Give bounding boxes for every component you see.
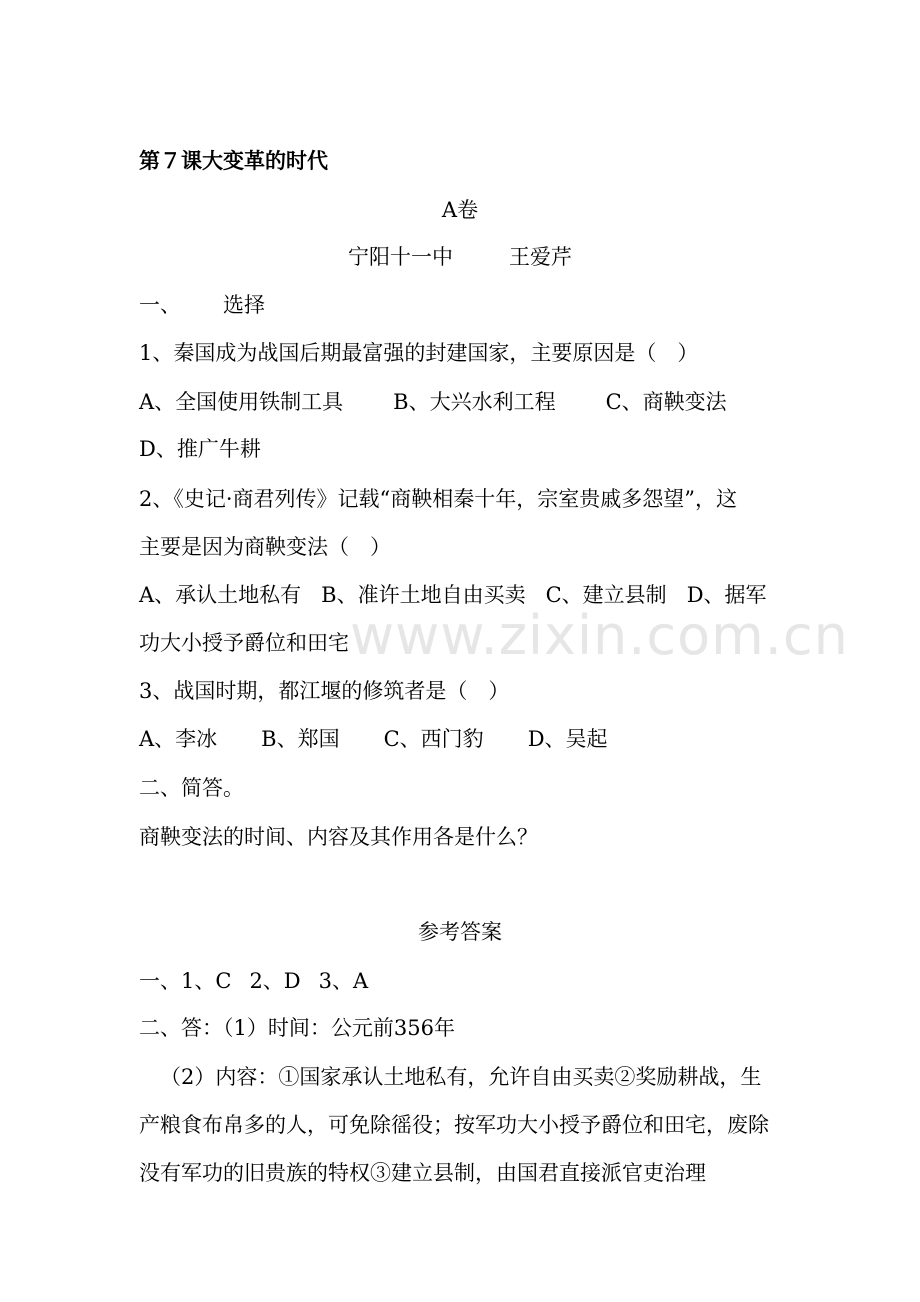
volume-label: A卷 xyxy=(441,198,479,222)
section1-text: 选择 xyxy=(223,293,265,317)
mc-answers xyxy=(139,969,368,993)
q2-option-a: A、承认土地私有 xyxy=(139,583,302,607)
sa-answer-content-3: 没有军功的旧贵族的特权③建立县制，由国君直接派官吏治理 xyxy=(139,1161,706,1185)
q3-option-c: C、西门豹 xyxy=(383,727,484,751)
author-line xyxy=(0,245,920,269)
sa-answer-time: 二、答：（1）时间：公元前356年 xyxy=(139,1016,455,1040)
author-name: 王爱芹 xyxy=(509,245,572,269)
q1-option-d: D、推广牛耕 xyxy=(139,437,261,461)
page-title: 第７课大变革的时代 xyxy=(139,148,328,173)
section1-num: 一、 xyxy=(139,293,181,317)
answer-3: 3、A xyxy=(318,969,369,993)
q2-option-c: C、建立县制 xyxy=(545,583,667,607)
q2-stem-line1: 2、《史记·商君列传》记载“商鞅相秦十年，宗室贵戚多怨望”，这 xyxy=(139,487,738,511)
q2-stem-line2: 主要是因为商鞅变法（ ） xyxy=(139,535,391,559)
q1-option-c: C、商鞅变法 xyxy=(605,390,727,414)
answers-heading: 参考答案 xyxy=(418,920,502,944)
q1-stem: 1、秦国成为战国后期最富强的封建国家，主要原因是（ ） xyxy=(139,341,699,365)
q3-option-a: A、李冰 xyxy=(139,727,218,751)
q3-option-d: D、吴起 xyxy=(527,727,608,751)
q3-options xyxy=(139,727,608,751)
q1-options xyxy=(139,390,727,414)
q1-option-a: A、全国使用铁制工具 xyxy=(139,390,344,414)
q3-option-b: B、郑国 xyxy=(261,727,340,751)
section1-heading xyxy=(139,293,265,317)
mc-label: 一、 xyxy=(139,969,181,993)
q1-option-b: B、大兴水利工程 xyxy=(393,390,556,414)
q2-option-d-cont: 功大小授予爵位和田宅 xyxy=(139,631,349,655)
q2-option-d: D、据军 xyxy=(686,583,767,607)
school-name: 宁阳十一中 xyxy=(348,245,453,269)
q2-option-b: B、准许土地自由买卖 xyxy=(321,583,526,607)
q3-stem: 3、战国时期，都江堰的修筑者是（ ） xyxy=(139,679,510,703)
watermark: www.zixin.com.cn xyxy=(350,604,849,667)
sa-answer-content-2: 产粮食布帛多的人，可免除徭役；按军功大小授予爵位和田宅，废除 xyxy=(139,1113,769,1137)
short-answer-question: 商鞅变法的时间、内容及其作用各是什么？ xyxy=(139,825,538,849)
section2-heading: 二、简答。 xyxy=(139,776,244,800)
sa-answer-content-1: （2）内容：①国家承认土地私有，允许自由买卖②奖励耕战，生 xyxy=(160,1065,762,1089)
answer-1: 1、C xyxy=(181,969,232,993)
answer-2: 2、D xyxy=(249,969,301,993)
q2-options xyxy=(139,583,767,607)
